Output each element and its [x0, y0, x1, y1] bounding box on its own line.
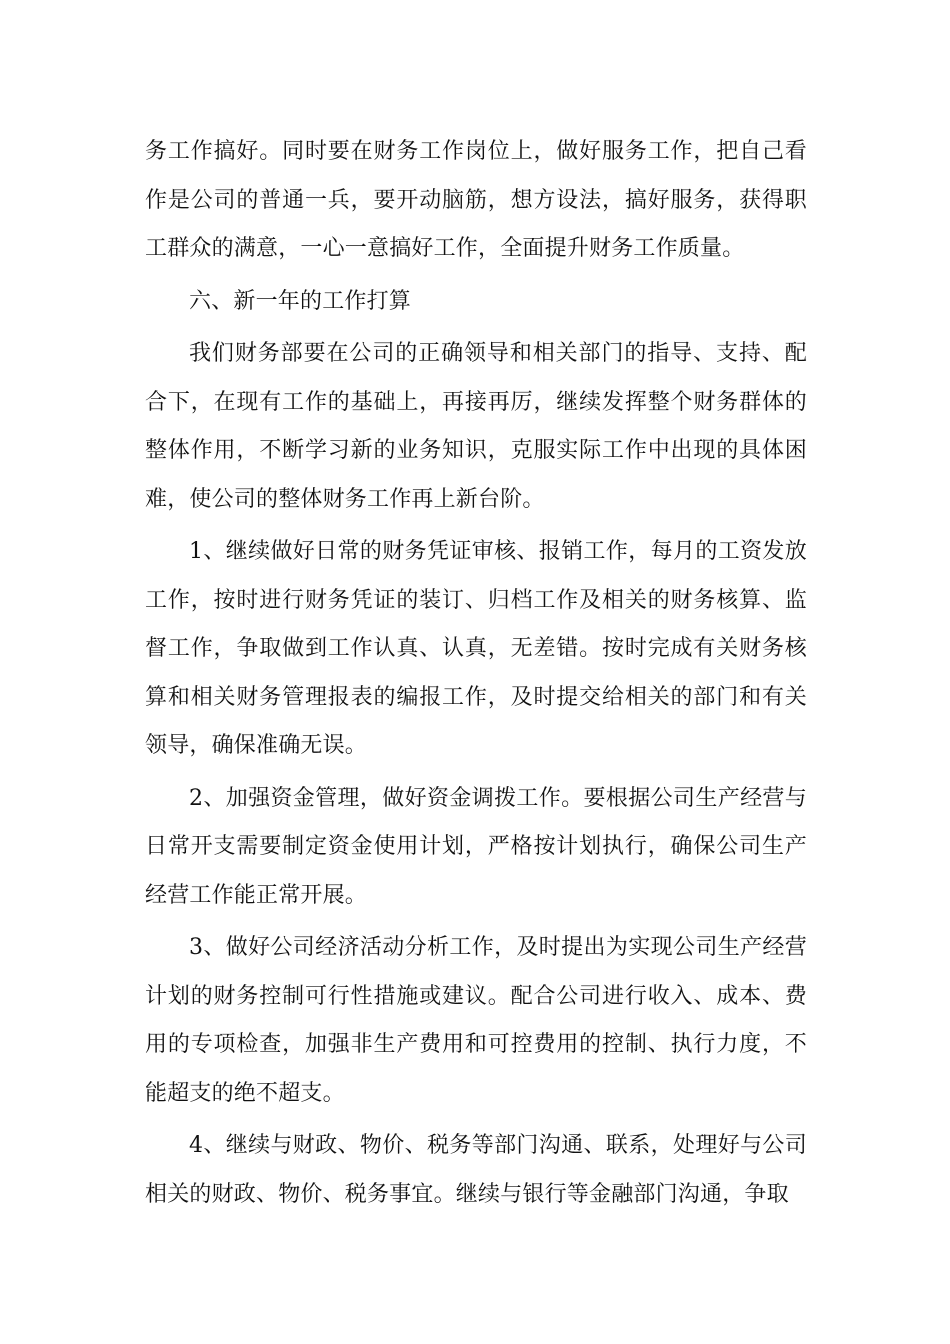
section-heading-six: 六、新一年的工作打算 — [189, 288, 412, 314]
list-item-3: 3、做好公司经济活动分析工作，及时提出为实现公司生产经营计划的财务控制可行性措施或建议。配合公司进行收入、成本、费用的专项检查，加强非生产费用和可控费用的控制、执行力度，不能超支的绝不超支。 — [145, 935, 807, 1106]
list-item-1: 1、继续做好日常的财务凭证审核、报销工作，每月的工资发放工作，按时进行财务凭证的装订、归档工作及相关的财务核算、监督工作，争取做到工作认真、认真，无差错。按时完成有关财务核算和相关财务管理报表的编报工作，及时提交给相关的部门和有关领导，确保准确无误。 — [145, 539, 807, 758]
list-item-2: 2、加强资金管理，做好资金调拨工作。要根据公司生产经营与日常开支需要制定资金使用计划，严格按计划执行，确保公司生产经营工作能正常开展。 — [145, 785, 807, 908]
paragraph-intro: 我们财务部要在公司的正确领导和相关部门的指导、支持、配合下，在现有工作的基础上，再接再厉，继续发挥整个财务群体的整体作用，不断学习新的业务知识，克服实际工作中出现的具体困难，使公司的整体财务工作再上新台阶。 — [145, 341, 807, 512]
list-item-4: 4、继续与财政、物价、税务等部门沟通、联系，处理好与公司相关的财政、物价、税务事宜。继续与银行等金融部门沟通，争取 — [145, 1133, 807, 1207]
paragraph-continuation: 务工作搞好。同时要在财务工作岗位上，做好服务工作，把自己看作是公司的普通一兵，要开动脑筋，想方设法，搞好服务，获得职工群众的满意，一心一意搞好工作，全面提升财务工作质量。 — [145, 139, 807, 261]
document-body — [145, 128, 807, 1223]
